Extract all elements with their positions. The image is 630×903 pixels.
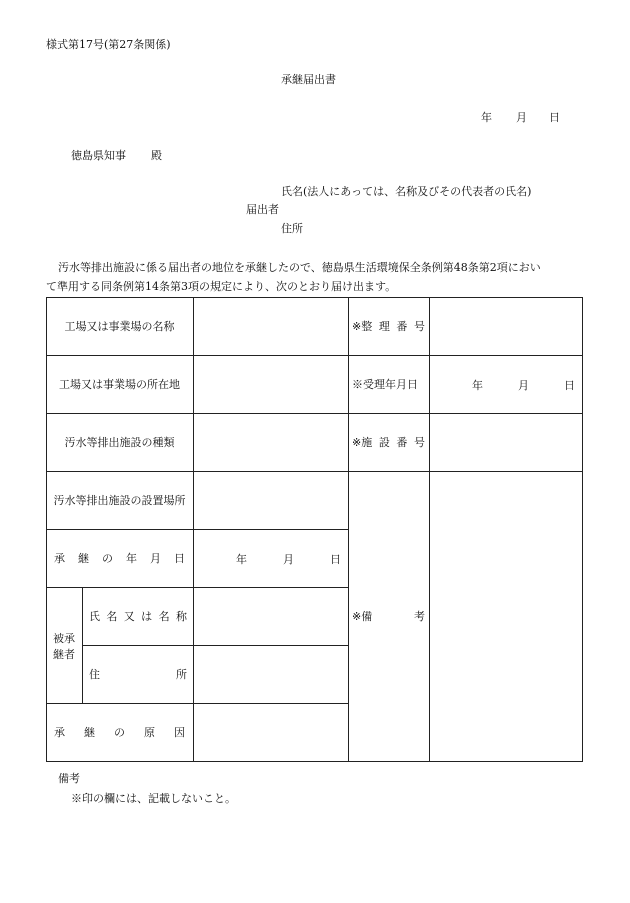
notes-heading: 備考 <box>58 772 80 785</box>
label-predecessor-address: 住 所 <box>89 668 187 681</box>
addressee-name: 徳島県知事 <box>71 149 126 162</box>
succession-date-value: 年 月 日 <box>236 553 341 566</box>
label-succession-reason: 承 継 の 原 因 <box>54 726 185 739</box>
label-ref-number: ※ 整 理 番 号 <box>352 319 425 333</box>
body-line-1: 汚水等排出施設に係る届出者の地位を承継したので、徳島県生活環境保全条例第48条第2項におい <box>58 261 541 274</box>
date-day-label: 日 <box>549 111 560 124</box>
notes-item-1: ※印の欄には、記載しないこと。 <box>71 792 236 805</box>
label-factory-location: 工場又は事業場の所在地 <box>59 378 180 391</box>
form-number: 様式第17号(第27条関係) <box>46 38 171 51</box>
date-month-label: 月 <box>516 111 527 124</box>
label-facility-type: 汚水等排出施設の種類 <box>64 436 175 449</box>
label-succession-date: 承 継 の 年 月 日 <box>54 552 185 565</box>
date-year-label: 年 <box>481 111 492 124</box>
received-date-value: 年 月 日 <box>472 379 575 392</box>
label-predecessor-name: 氏 名 又 は 名 称 <box>89 610 187 623</box>
label-predecessor: 被承 継者 <box>53 632 75 661</box>
addressee-honorific: 殿 <box>151 149 162 162</box>
label-remarks: ※ 備 考 <box>352 609 425 623</box>
notifier-name-label: 氏名(法人にあっては、名称及びその代表者の氏名) <box>281 185 532 198</box>
label-facility-site: 汚水等排出施設の設置場所 <box>53 494 186 507</box>
label-factory-name: 工場又は事業場の名称 <box>64 320 175 333</box>
label-facility-number: ※ 施 設 番 号 <box>352 435 425 449</box>
body-line-2: て準用する同条例第14条第3項の規定により、次のとおり届け出ます。 <box>46 280 397 293</box>
body-paragraph <box>46 258 586 296</box>
notifier-address-label: 住所 <box>281 222 303 235</box>
document-title: 承継届出書 <box>281 73 336 86</box>
notifier-label: 届出者 <box>246 203 279 216</box>
label-received-date: ※受理年月日 <box>352 378 418 391</box>
